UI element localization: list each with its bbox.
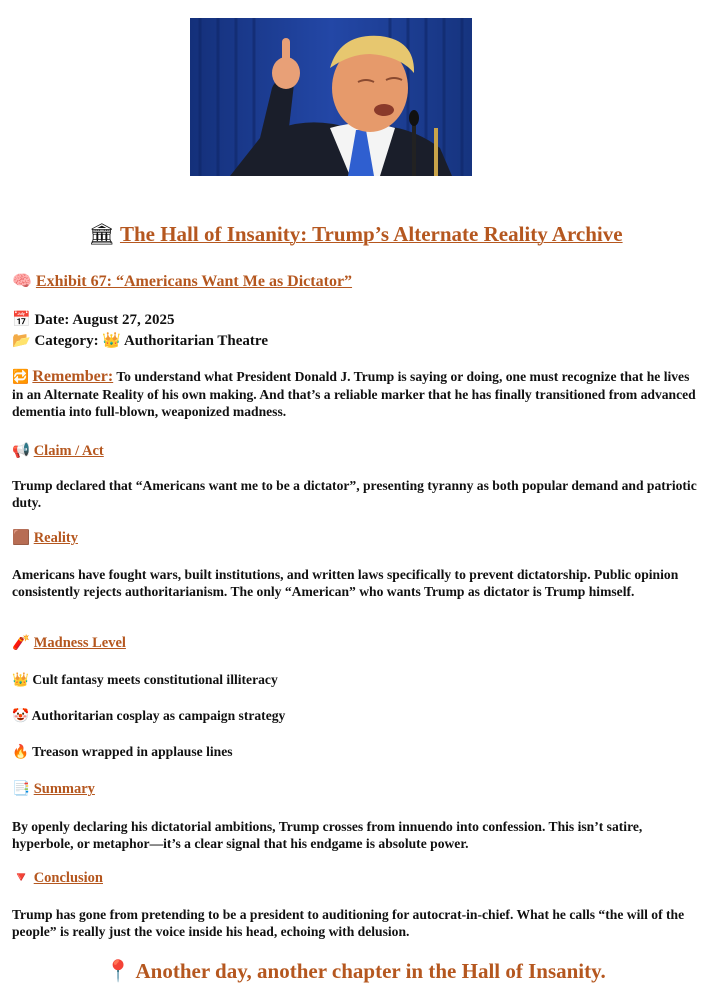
clown-icon: 🤡: [12, 708, 29, 724]
remember-text: To understand what President Donald J. Trump is saying or doing, one must recognize that he lives in an Alternate Reality of his own making. And that’s a reliable marker that he has finally transitioned from advanced dementia into full-blown, weaponized madness.: [12, 369, 696, 419]
list-item-text: Treason wrapped in applause lines: [32, 744, 233, 759]
list-item: [12, 671, 702, 689]
conclusion-heading: [12, 869, 702, 887]
reality-heading: [12, 529, 702, 547]
repeat-icon: 🔁: [12, 369, 29, 385]
madness-heading: [12, 634, 702, 652]
exhibit-link[interactable]: Exhibit 67: “Americans Want Me as Dictator”: [35, 273, 353, 290]
brown-square-icon: 🟫: [12, 530, 31, 546]
date-line: [12, 309, 702, 331]
summary-link[interactable]: Summary: [33, 781, 95, 797]
firecracker-icon: 🧨: [12, 635, 31, 651]
list-item: [12, 743, 702, 761]
list-item-text: Cult fantasy meets constitutional illiteracy: [32, 672, 278, 687]
claim-text: Trump declared that “Americans want me to be a dictator”, presenting tyranny as both popular demand and patriotic duty.: [12, 478, 697, 510]
claim-link[interactable]: Claim / Act: [33, 443, 104, 459]
summary-text: By openly declaring his dictatorial ambitions, Trump crosses from innuendo into confession. This isn’t satire, hyperbole, or metaphor—it’s a clear signal that his endgame is absolute power.: [12, 819, 643, 851]
summary-heading: [12, 780, 702, 798]
footer-tagline: [0, 956, 711, 986]
list-item: [12, 707, 702, 725]
date-text: Date: August 27, 2025: [34, 312, 175, 328]
category-line: [12, 330, 702, 352]
pin-icon: 📍: [105, 959, 132, 983]
madness-link[interactable]: Madness Level: [33, 635, 126, 651]
reality-text: Americans have fought wars, built institutions, and written laws specifically to prevent dictatorship. Public opinion consistently rejects authoritarianism. The only “American” who wants Trump as dictator is Trump himself.: [12, 567, 679, 599]
calendar-icon: 📅: [12, 310, 31, 328]
brain-icon: 🧠: [12, 271, 32, 290]
exhibit-heading: [12, 271, 702, 292]
conclusion-link[interactable]: Conclusion: [33, 870, 103, 886]
crown-icon: 👑: [102, 331, 122, 349]
category-value: Authoritarian Theatre: [123, 333, 268, 349]
folder-icon: 📂: [12, 331, 31, 349]
category-label: Category:: [34, 333, 99, 349]
conclusion-text: Trump has gone from pretending to be a president to auditioning for autocrat-in-chief. What he calls “the will of the people” is really just the voice inside his head, echoing with delusion.: [12, 907, 685, 939]
megaphone-icon: 📢: [12, 443, 31, 459]
crown-icon: 👑: [12, 672, 29, 688]
reality-link[interactable]: Reality: [33, 530, 78, 546]
document-icon: 📑: [12, 781, 31, 797]
list-item-text: Authoritarian cosplay as campaign strategy: [31, 708, 286, 723]
title-link[interactable]: The Hall of Insanity: Trump’s Alternate Reality Archive: [119, 222, 623, 246]
remember-label[interactable]: Remember:: [32, 368, 114, 385]
fire-icon: 🔥: [12, 744, 29, 760]
down-triangle-icon: 🔻: [12, 870, 31, 886]
classical-building-icon: 🏛: [88, 222, 116, 246]
page-title: [0, 220, 711, 248]
remember-paragraph: [12, 368, 702, 420]
footer-text: Another day, another chapter in the Hall of Insanity.: [135, 959, 606, 983]
header-photo: [190, 18, 472, 176]
claim-heading: [12, 442, 702, 460]
